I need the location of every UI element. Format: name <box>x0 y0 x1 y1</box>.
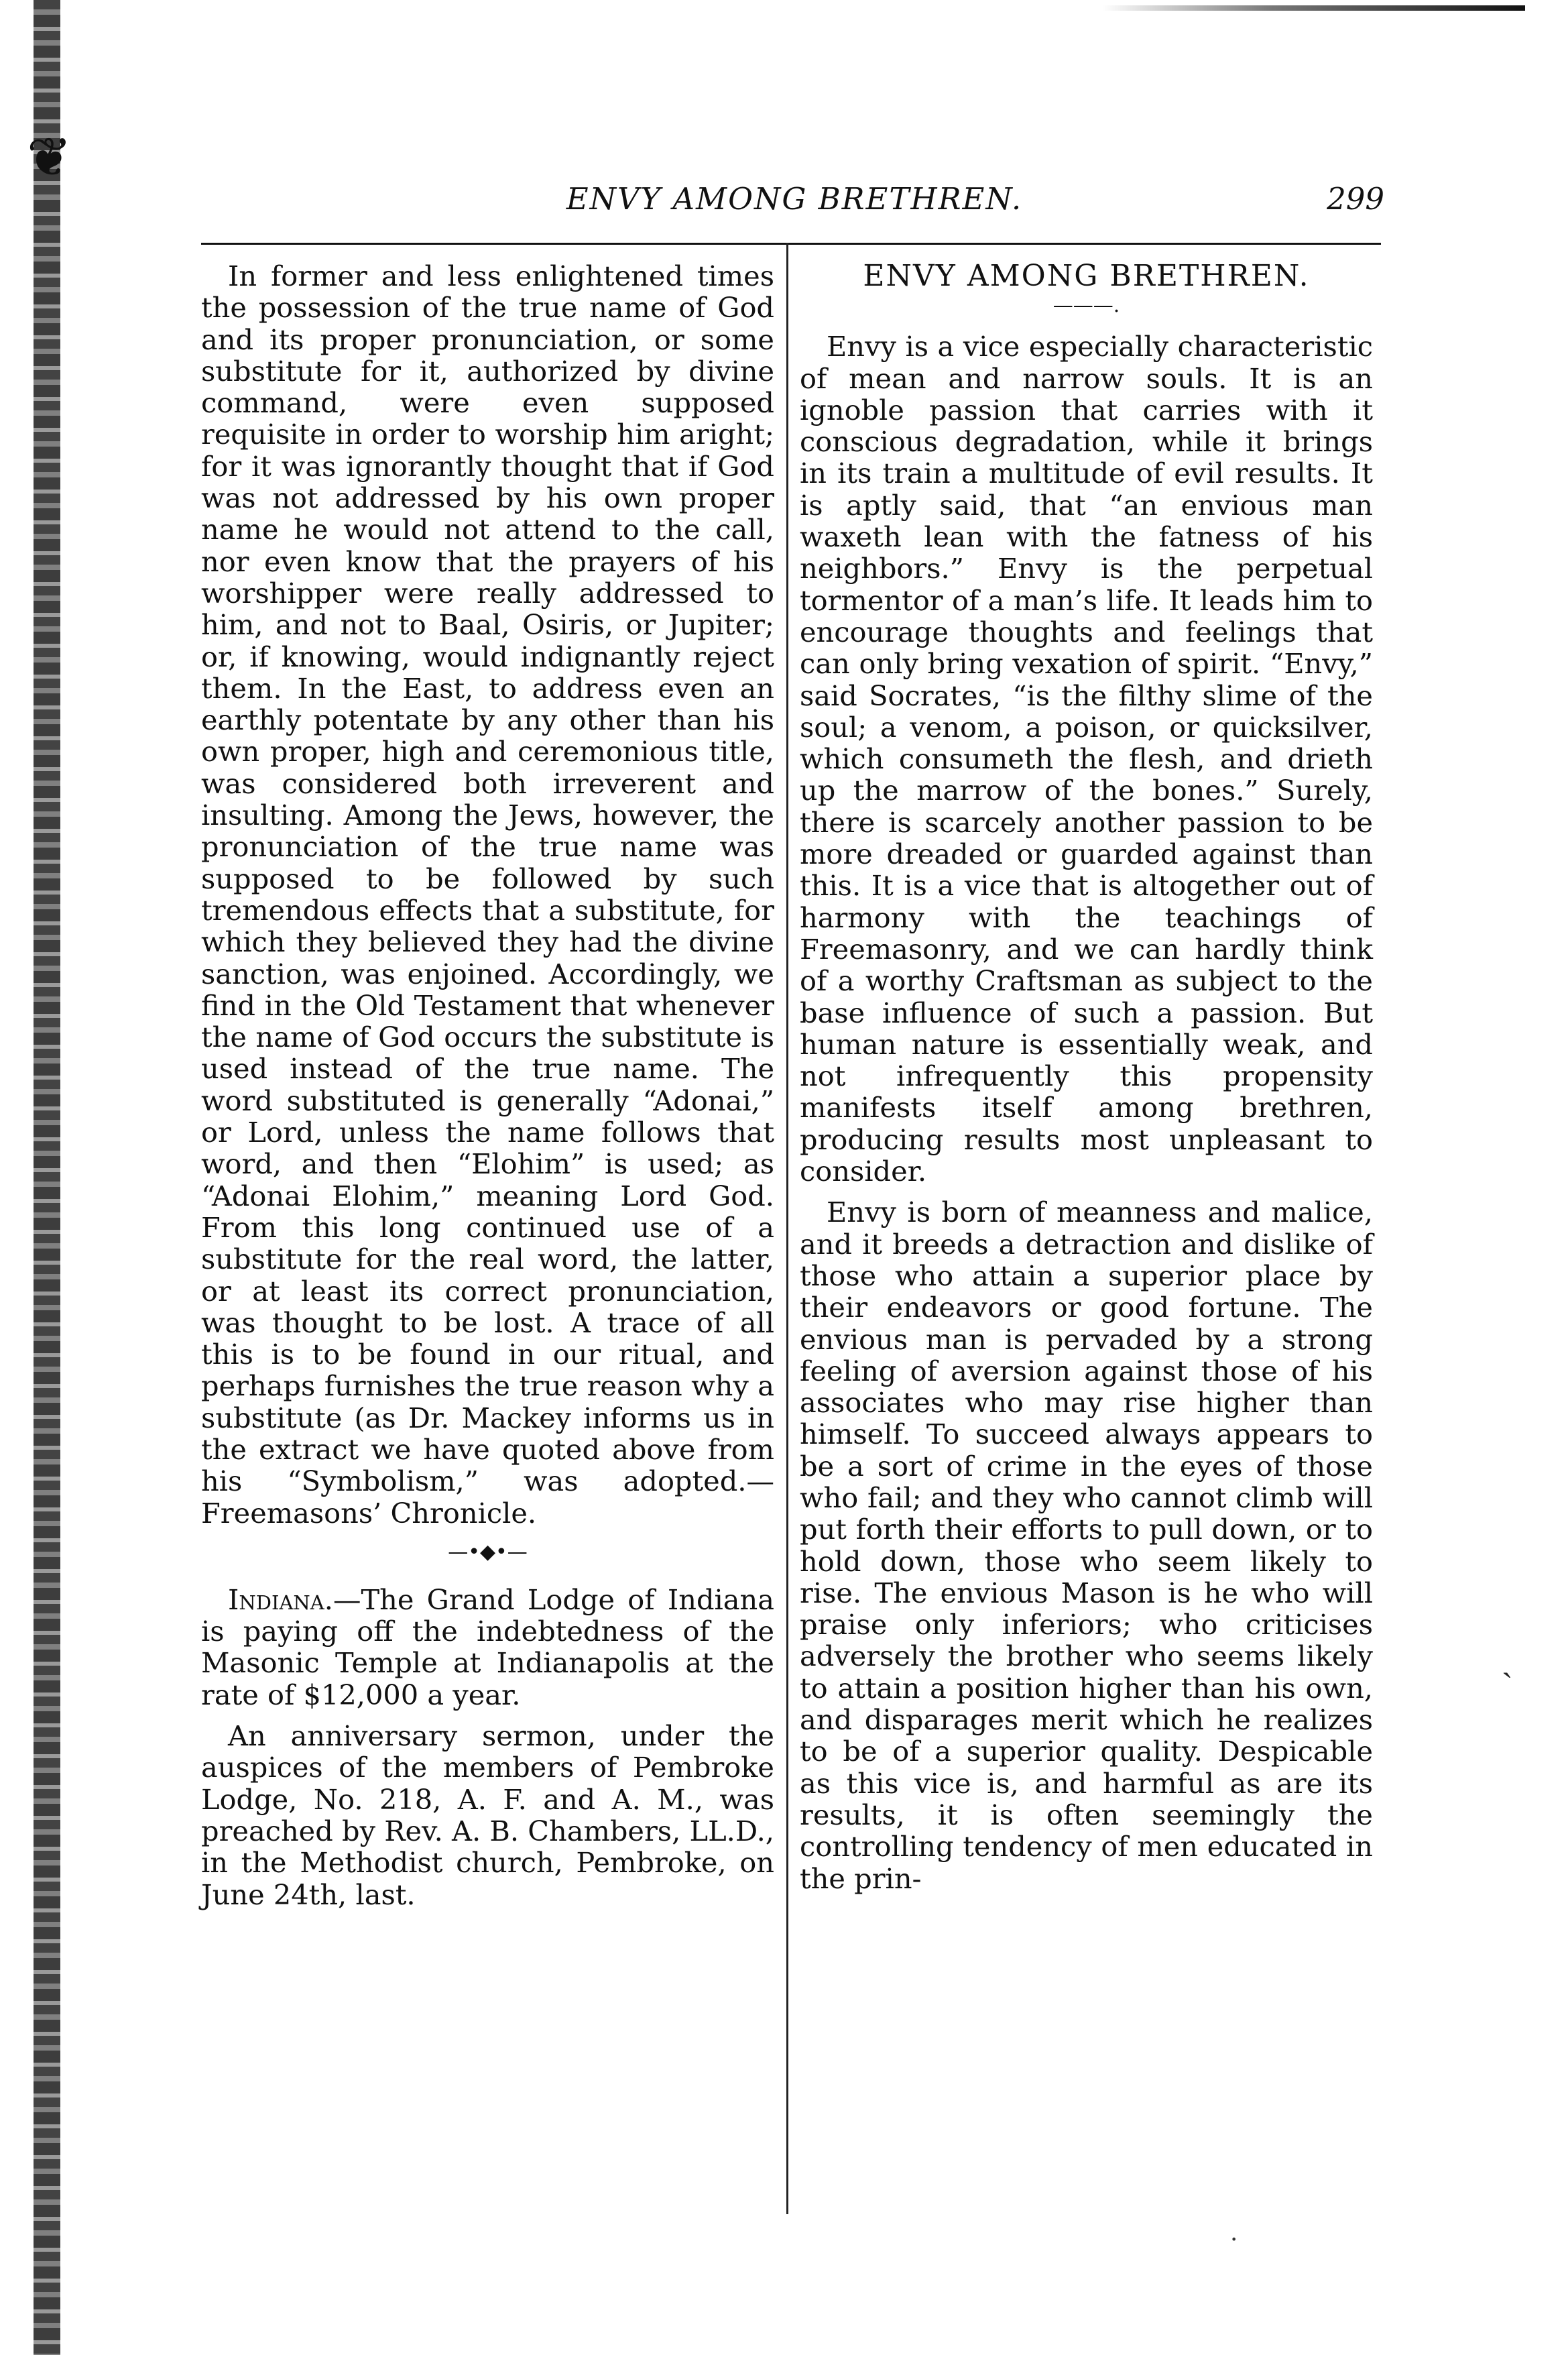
substitute-name-paragraph: In former and less enlightened times the possession of the true name of God and its proper pronunciation, or some substitute for it, authorized by divine command, were even supposed requisite in order to worship him aright; for it was ignorantly thought that if God was not addressed by his own proper name he would not attend to the call, nor even know that the prayers of his worshipper were really addressed to him, and not to Baal, Osiris, or Jupiter; or, if knowing, would indignantly reject them. In the East, to address even an earthly potentate by any other than his own proper, high and ceremonious title, was considered both irreverent and insulting. Among the Jews, however, the pronunciation of the true name was supposed to be followed by such tremendous effects that a substitute, for which they believed they had the divine sanction, was enjoined. Accordingly, we find in the Old Testament that whenever the name of God occurs the substitute is used instead of the true name. The word substituted is generally “Adonai,” or Lord, unless the name follows that word, and then “Elohim” is used; as “Adonai Elohim,” meaning Lord God. From this long continued use of a substitute for the real word, the latter, or at least its correct pronunciation, was thought to be lost. A trace of all this is to be found in our ritual, and perhaps furnishes the true reason why a substitute (as Dr. Mackey informs us in the extract we have quoted above from his “Symbolism,” was adopted.—Freemasons’ Chronicle. <box>201 260 774 1530</box>
article-title: ENVY AMONG BRETHREN. <box>863 259 1310 293</box>
title-rule: ———. <box>1052 294 1120 318</box>
margin-mark: ˎ <box>1502 1640 1513 1678</box>
indiana-lead: Indiana. <box>228 1583 333 1616</box>
page-binding-edge <box>34 0 60 2355</box>
running-title: ENVY AMONG BRETHREN. <box>566 181 1023 217</box>
envy-paragraph-1: Envy is a vice especially characteristic of mean and narrow souls. It is an ignoble passion that carries with it conscious degradation, while it brings in its train a multitude of evil results. It is aptly said, that “an envious man waxeth lean with the fatness of his neighbors.” Envy is the perpetual tormentor of a man’s life. It leads him to encourage thoughts and feelings that can only bring vexation of spirit. “Envy,” said Socrates, “is the filthy slime of the soul; a venom, a poison, or quicksilver, which consumeth the flesh, and drieth up the marrow of the bones.” Surely, there is scarcely another passion to be more dreaded or guarded against than this. It is a vice that is altogether out of harmony with the teachings of Freemasonry, and we can hardly think of a worthy Craftsman as subject to the base influence of such a passion. But human nature is essentially weak, and not infrequently this propensity manifests itself among brethren, producing results most unpleasant to consider. <box>800 330 1373 1188</box>
page-number: 299 <box>1327 181 1384 217</box>
fleuron-icon: ❦ <box>27 126 72 188</box>
top-scan-rule <box>1103 5 1525 11</box>
left-column <box>201 260 774 1910</box>
column-divider <box>786 243 788 2214</box>
section-ornament: —•◆•— <box>448 1540 528 1564</box>
page-header <box>194 180 1394 227</box>
header-rule <box>201 243 1381 245</box>
indiana-text: —The Grand Lodge of Indiana is paying off the indebtedness of the Masonic Temple at Indianapolis at the rate of $12,000 a year. <box>201 1583 774 1711</box>
envy-paragraph-2: Envy is born of meanness and malice, and it breeds a detraction and dislike of those who attain a superior place by their endeavors or good fortune. The envious man is pervaded by a strong feeling of aversion against those of his associates who may rise higher than himself. To succeed always appears to be a sort of crime in the eyes of those who fail; and they who cannot climb will put forth their efforts to pull down, or to hold down, those who seem likely to rise. The envious Mason is he who will praise only inferiors; who criticises adversely the brother who seems likely to attain a position higher than his own, and disparages merit which he realizes to be of a superior quality. Despicable as this vice is, and harmful as are its results, it is often seemingly the controlling tendency of men educated in the prin- <box>800 1196 1373 1895</box>
ink-speck: · <box>1230 2226 1238 2254</box>
indiana-paragraph <box>201 1584 774 1711</box>
right-column <box>800 260 1373 1894</box>
sermon-paragraph: An anniversary sermon, under the auspices of the members of Pembroke Lodge, No. 218, A. F. and A. M., was preached by Rev. A. B. Chambers, LL.D., in the Methodist church, Pembroke, on June 24th, last. <box>201 1719 774 1911</box>
